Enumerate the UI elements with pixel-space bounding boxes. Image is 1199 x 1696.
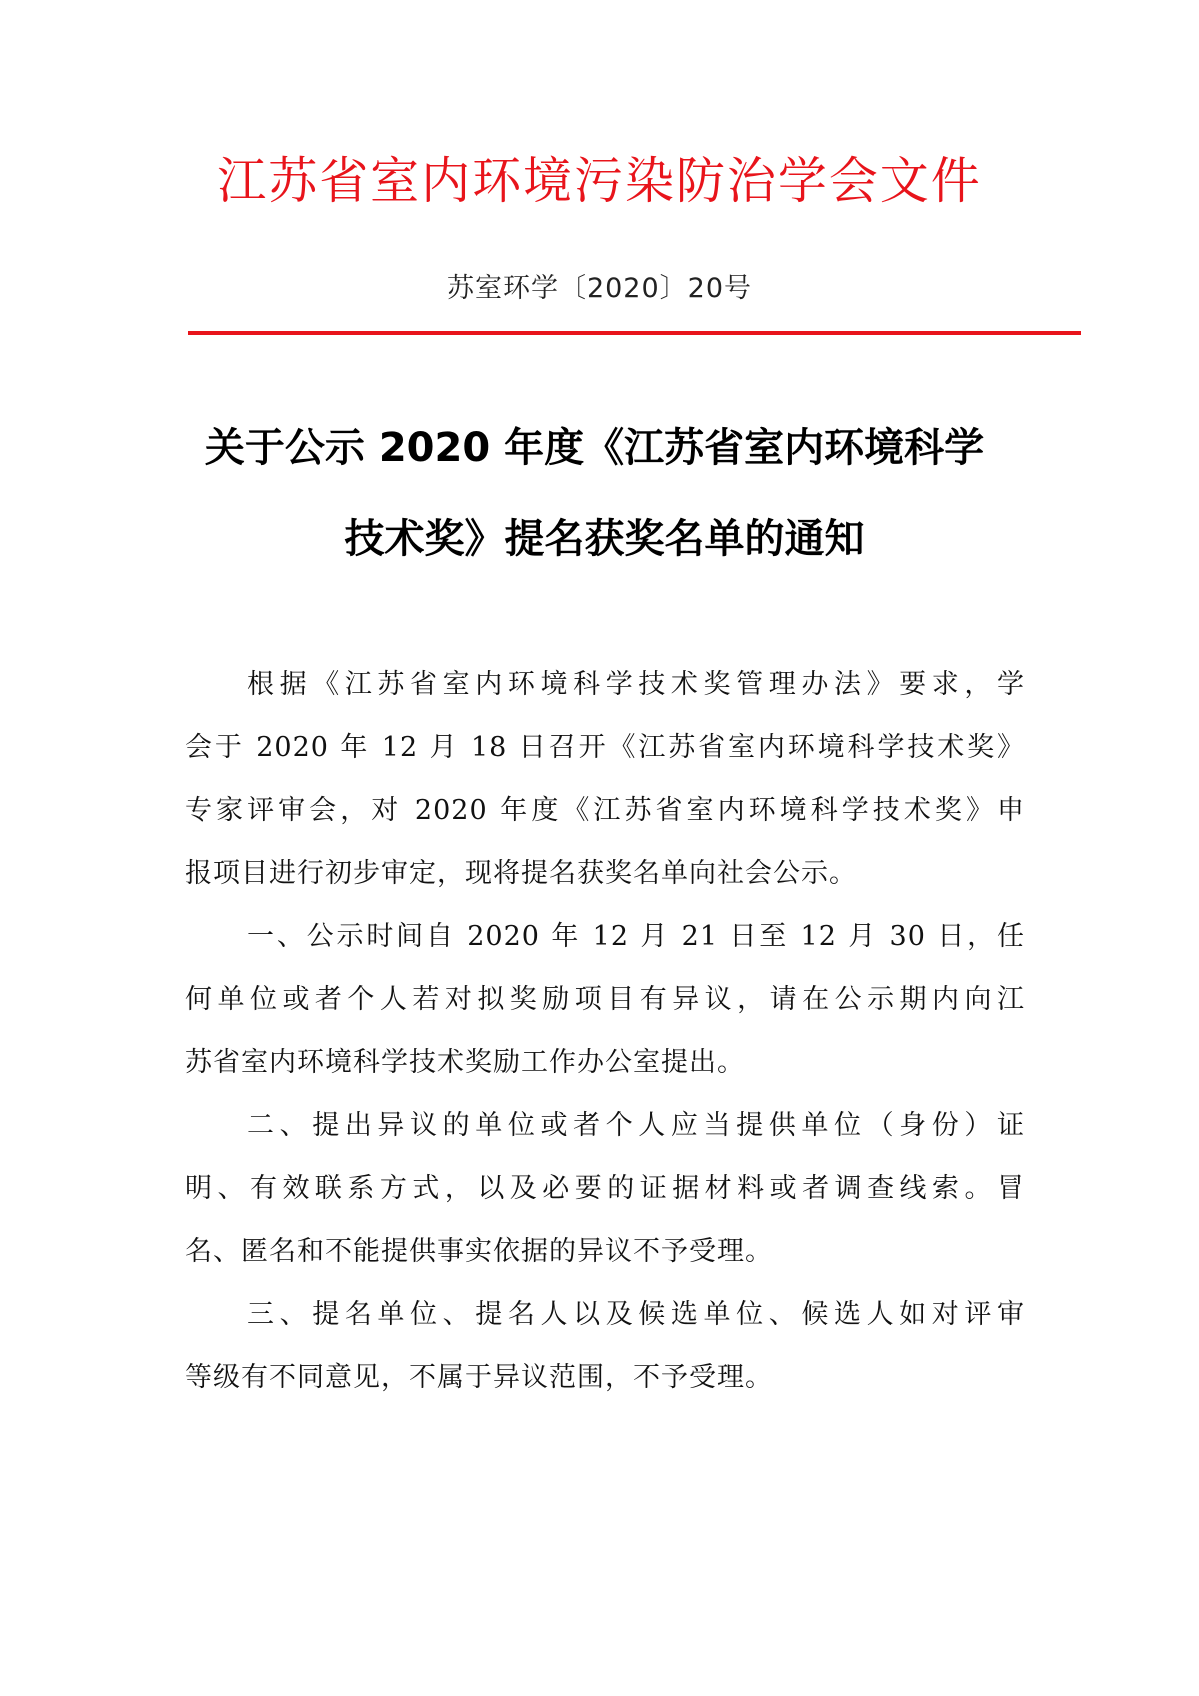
document-number: 苏室环学〔2020〕20号: [446, 273, 753, 304]
text-line: 报项目进行初步审定，现将提名获奖名单向社会公示。: [185, 858, 857, 889]
text-line: 三、提名单位、提名人以及候选单位、候选人如对评审: [247, 1299, 1025, 1330]
title-line-2: 技术奖》提名获奖名单的通知: [344, 516, 865, 562]
red-divider-rule: [188, 331, 1081, 335]
text-line: 专家评审会，对 2020 年度《江苏省室内环境科学技术奖》申: [185, 795, 1025, 826]
paragraph-item-1: [185, 917, 1025, 1106]
text-line: 名、匿名和不能提供事实依据的异议不予受理。: [185, 1236, 773, 1267]
text-line: 何单位或者个人若对拟奖励项目有异议，请在公示期内向江: [185, 984, 1025, 1015]
text-line: 等级有不同意见，不属于异议范围，不予受理。: [185, 1362, 773, 1393]
title-line-1: 关于公示 2020 年度《江苏省室内环境科学: [204, 425, 985, 471]
text-line: 明、有效联系方式，以及必要的证据材料或者调查线索。冒: [185, 1173, 1025, 1204]
paragraph-item-3: [185, 1295, 1025, 1421]
text-line: 根据《江苏省室内环境科学技术奖管理办法》要求，学: [247, 669, 1025, 700]
text-line: 二、提出异议的单位或者个人应当提供单位（身份）证: [247, 1110, 1025, 1141]
document-body: [185, 665, 1025, 1421]
paragraph-item-2: [185, 1106, 1025, 1295]
organization-header: 江苏省室内环境污染防治学会文件: [217, 152, 982, 210]
text-line: 苏省室内环境科学技术奖励工作办公室提出。: [185, 1047, 745, 1078]
paragraph-intro: [185, 665, 1025, 917]
text-line: 一、公示时间自 2020 年 12 月 21 日至 12 月 30 日，任: [247, 921, 1025, 952]
text-line: 会于 2020 年 12 月 18 日召开《江苏省室内环境科学技术奖》: [185, 732, 1025, 763]
document-title: [0, 420, 1199, 602]
